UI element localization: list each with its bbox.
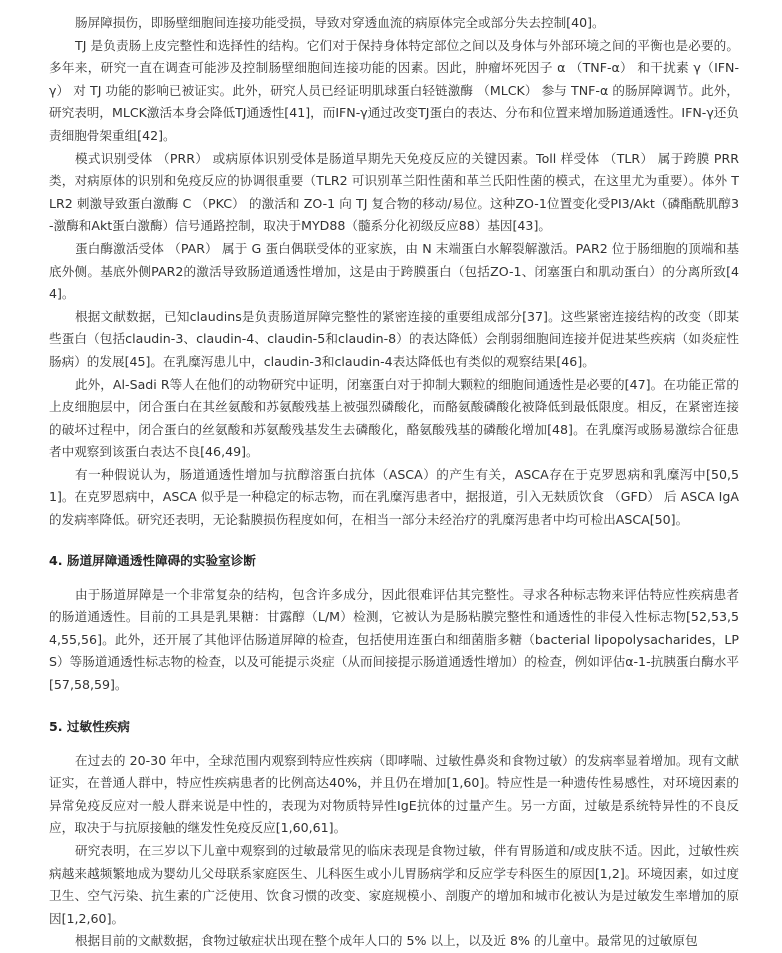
paragraph: 肠屏障损伤，即肠壁细胞间连接功能受损，导致对穿透血流的病原体完全或部分失去控制[40]。 (75, 15, 605, 30)
paragraph: 根据目前的文献数据，食物过敏症状出现在整个成年人口的 5% 以上，以及近 8% 的儿童中。最常见的过敏原包 (75, 933, 698, 949)
paragraph: 由于肠道屏障是一个非常复杂的结构，包含许多成分，因此很难评估其完整性。寻求各种标志物来评估特应性疾病患者的肠道通透性。目前的工具是乳果糖：甘露醇（L/M）检测，它被认为是肠粘膜完整性和通透性的非侵入性标志物[52,53,54,55,56]。此外，还开展了其他评估肠道屏障的检查，包括使用连蛋白和细菌脂多糖（bacterial lipopolysacharides，LPS）等肠道通透性标志物的检查，以及可能提示炎症（从而间接提示肠道通透性增加）的检查，例如评估α-1-抗胰蛋白酶水平[57,58,59]。 (49, 586, 739, 693)
article-body (49, 12, 739, 953)
paragraph: 研究表明，在三岁以下儿童中观察到的过敏最常见的临床表现是食物过敏，伴有胃肠道和/或皮肤不适。因此，过敏性疾病越来越频繁地成为婴幼儿父母联系家庭医生、儿科医生或小儿胃肠病学和反应学专科医生的原因[1,2]。环境因素，如过度卫生、空气污染、抗生素的广泛使用、饮食习惯的改变、家庭规模小、剖腹产的增加和城市化被认为是过敏发生率增加的原因[1,2,60]。 (49, 843, 739, 926)
paragraph: 此外，Al-Sadi R等人在他们的动物研究中证明，闭塞蛋白对于抑制大颗粒的细胞间通透性是必要的[47]。在功能正常的上皮细胞层中，闭合蛋白在其丝氨酸和苏氨酸残基上被强烈磷酸化，而酪氨酸磷酸化被降低到最低限度。相反，在紧密连接的破坏过程中，闭合蛋白的丝氨酸和苏氨酸残基发生去磷酸化，酪氨酸残基的磷酸化增加[48]。在乳糜泻或肠易激综合征患者中观察到该蛋白表达不良[46,49]。 (49, 376, 739, 460)
paragraph: 根据文献数据，已知claudins是负责肠道屏障完整性的紧密连接的重要组成部分[37]。这些紧密连接结构的改变（即某些蛋白（包括claudin-3、claudin-4、claudin-5和claudin-8）的表达降低）会削弱细胞间连接并促进某些疾病（如炎症性肠病）的发展[45]。在乳糜泻患儿中，claudin-3和claudin-4表达降低也有类似的观察结果[46]。 (49, 308, 739, 369)
paragraph: TJ 是负责肠上皮完整性和选择性的结构。它们对于保持身体特定部位之间以及身体与外部环境之间的平衡也是必要的。多年来，研究一直在调查可能涉及控制肠壁细胞间连接功能的因素。因此，肿瘤坏死因子 α （TNF-α） 和干扰素 γ（IFN-γ） 对 TJ 功能的影响已被证实。此外，研究人员已经证明肌球蛋白轻链激酶 （MLCK） 参与 TNF-α 的肠屏障调节。此外，研究表明，MLCK激活本身会降低TJ通透性[41]，而IFN-γ通过改变TJ蛋白的表达、分布和位置来增加肠道通透性。IFN-γ还负责细胞骨架重组[42]。 (49, 37, 739, 143)
paragraph: 蛋白酶激活受体 （PAR） 属于 G 蛋白偶联受体的亚家族，由 N 末端蛋白水解裂解激活。PAR2 位于肠细胞的顶端和基底外侧。基底外侧PAR2的激活导致肠道通透性增加，这是由于跨膜蛋白（包括ZO-1、闭塞蛋白和肌动蛋白）的分离所致[44]。 (49, 240, 739, 302)
paragraph: 在过去的 20-30 年中，全球范围内观察到特应性疾病（即哮喘、过敏性鼻炎和食物过敏）的发病率显着增加。现有文献证实，在普通人群中，特应性疾病患者的比例高达40%，并且仍在增加[1,60]。特应性是一种遗传性易感性，对环境因素的异常免疫反应对一般人群来说是中性的，表现为对物质特异性IgE抗体的过量产生。另一方面，过敏是系统特异性的不良反应，取决于与抗原接触的继发性免疫反应[1,60,61]。 (49, 752, 739, 836)
paragraph: 有一种假说认为，肠道通透性增加与抗醇溶蛋白抗体（ASCA）的产生有关，ASCA存在于克罗恩病和乳糜泻中[50,51]。在克罗恩病中，ASCA 似乎是一种稳定的标志物，而在乳糜泻患者中，据报道，引入无麸质饮食 （GFD） 后 ASCA IgA 的发病率降低。研究还表明，无论黏膜损伤程度如何，在相当一部分未经治疗的乳糜泻患者中均可检出ASCA[50]。 (49, 466, 739, 528)
section-heading-5: 5. 过敏性疾病 (49, 718, 130, 734)
paragraph: 模式识别受体 （PRR） 或病原体识别受体是肠道早期先天免疫反应的关键因素。Toll 样受体 （TLR） 属于跨膜 PRR 类，对病原体的识别和免疫反应的协调很重要（TLR2 可识别革兰阳性菌和革兰氏阳性菌的模式，在这里尤为重要）。体外 TLR2 刺激导致蛋白激酶 C （PKC） 的激活和 ZO-1 向 TJ 复合物的移动/易位。这种ZO-1位置变化受PI3/Akt（磷酯酰肌醇3-激酶和Akt蛋白激酶）信号通路控制，取决于MYD88（髓系分化初级反应88）基因[43]。 (49, 150, 739, 234)
section-heading-4: 4. 肠道屏障通透性障碍的实验室诊断 (49, 552, 256, 568)
